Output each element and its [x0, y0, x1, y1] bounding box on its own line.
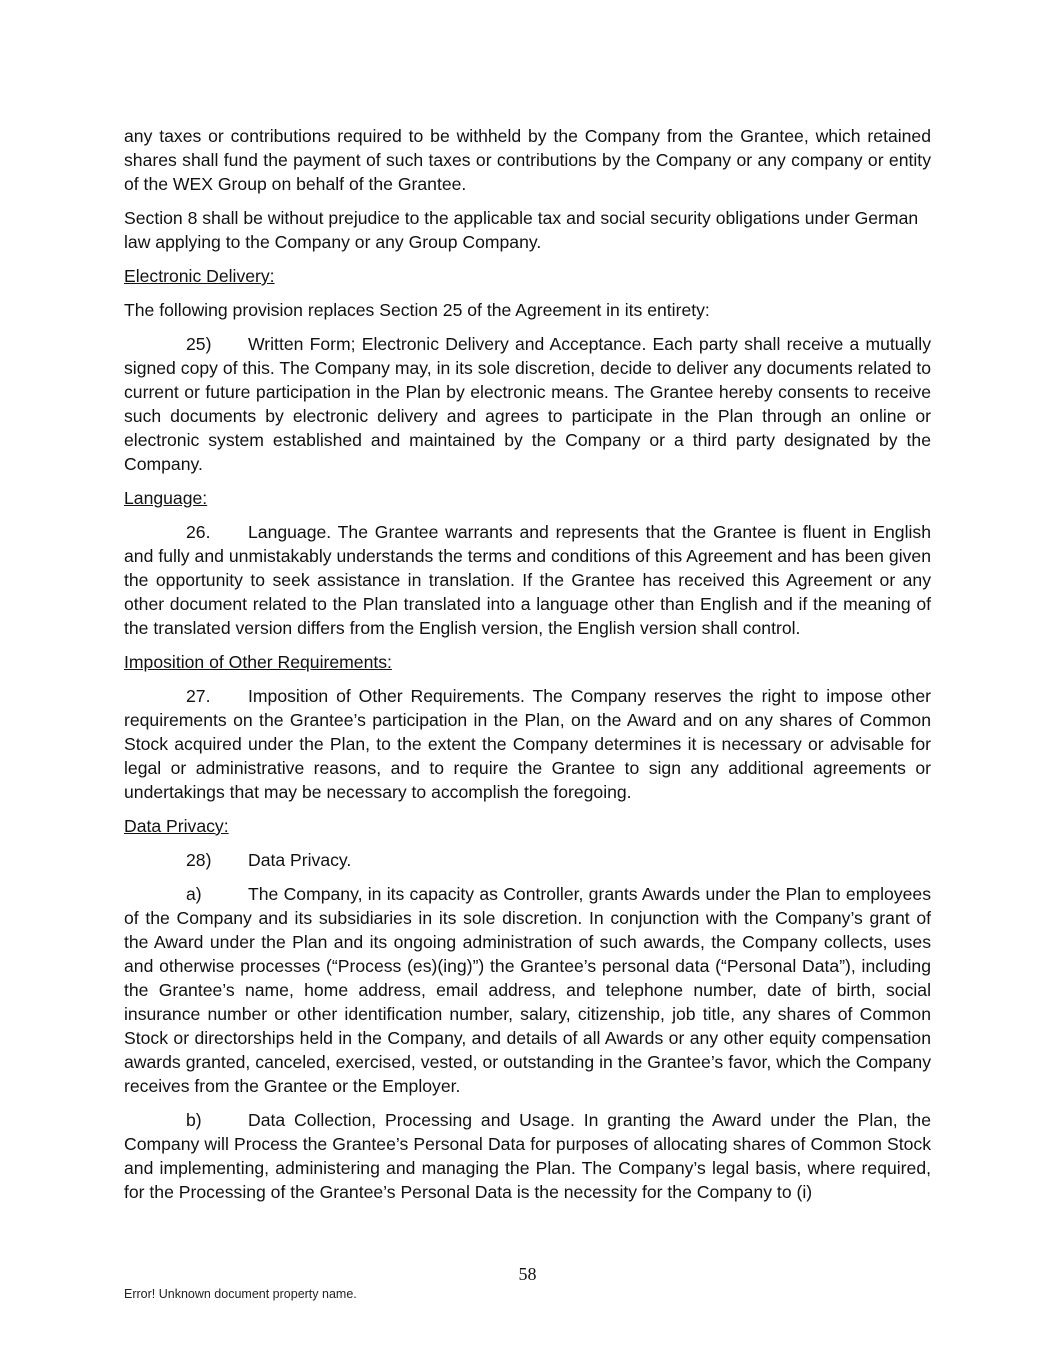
- clause-28-b-label: b): [186, 1110, 202, 1130]
- clause-26-text: Language. The Grantee warrants and represents that the Grantee is fluent in English and fully and unmistakably understands the terms and conditions of this Agreement and has been given the opportunity to seek assistance in translation. If the Grantee has received this Agreement or any other document related to the Plan translated into a language other than English and if the meaning of the translated version differs from the English version, the English version shall control.: [124, 522, 931, 638]
- clause-28-b: [124, 1108, 931, 1204]
- clause-27-text: Imposition of Other Requirements. The Company reserves the right to impose other requirements on the Grantee’s participation in the Plan, on the Award and on any shares of Common Stock acquired under the Plan, to the extent the Company determines it is necessary or advisable for legal or administrative reasons, and to require the Grantee to sign any additional agreements or undertakings that may be necessary to accomplish the foregoing.: [124, 686, 931, 802]
- paragraph-tax-withholding: any taxes or contributions required to be withheld by the Company from the Grantee, which retained shares shall fund the payment of such taxes or contributions by the Company or any company or entity of the WEX Group on behalf of the Grantee.: [124, 126, 931, 194]
- page-number: 58: [518, 1264, 537, 1284]
- clause-27: [124, 684, 931, 804]
- paragraph-section-8: Section 8 shall be without prejudice to the applicable tax and social security obligations under German law applying to the Company or any Group Company.: [124, 208, 919, 252]
- clause-28-number: 28): [186, 850, 212, 870]
- heading-language: Language:: [124, 488, 208, 508]
- clause-28-a: [124, 882, 931, 1098]
- heading-imposition: Imposition of Other Requirements:: [124, 652, 392, 672]
- clause-25-number: 25): [186, 334, 212, 354]
- footer-property-error: Error! Unknown document property name.: [124, 1287, 357, 1301]
- heading-data-privacy: Data Privacy:: [124, 816, 229, 836]
- clause-28-title: Data Privacy.: [248, 850, 352, 870]
- clause-28-a-label: a): [186, 884, 202, 904]
- clause-27-number: 27.: [186, 686, 211, 706]
- clause-28-b-text: Data Collection, Processing and Usage. In granting the Award under the Plan, the Company will Process the Grantee’s Personal Data for purposes of allocating shares of Common Stock and implementing, administering and managing the Plan. The Company’s legal basis, where required, for the Processing of the Grantee’s Personal Data is the necessity for the Company to (i): [124, 1110, 931, 1202]
- clause-28-a-text: The Company, in its capacity as Controller, grants Awards under the Plan to employees of the Company and its subsidiaries in its sole discretion. In conjunction with the Company’s grant of the Award under the Plan and its ongoing administration of such awards, the Company collects, uses and otherwise processes (“Process (es)(ing)”) the Grantee’s personal data (“Personal Data”), including the Grantee’s name, home address, email address, and telephone number, date of birth, social insurance number or other identification number, salary, citizenship, job title, any shares of Common Stock or directorships held in the Company, and details of all Awards or any other equity compensation awards granted, canceled, exercised, vested, or outstanding in the Grantee’s favor, which the Company receives from the Grantee or the Employer.: [124, 884, 931, 1096]
- document-page: [124, 124, 931, 1214]
- clause-26: [124, 520, 931, 640]
- clause-25: [124, 332, 931, 476]
- heading-electronic-delivery: Electronic Delivery:: [124, 266, 275, 286]
- clause-25-text: Written Form; Electronic Delivery and Acceptance. Each party shall receive a mutually signed copy of this. The Company may, in its sole discretion, decide to deliver any documents related to current or future participation in the Plan by electronic means. The Grantee hereby consents to receive such documents by electronic delivery and agrees to participate in the Plan through an online or electronic system established and maintained by the Company or a third party designated by the Company.: [124, 334, 931, 474]
- paragraph-replacement-intro: The following provision replaces Section 25 of the Agreement in its entirety:: [124, 300, 710, 320]
- clause-28: [124, 848, 931, 872]
- clause-26-number: 26.: [186, 522, 211, 542]
